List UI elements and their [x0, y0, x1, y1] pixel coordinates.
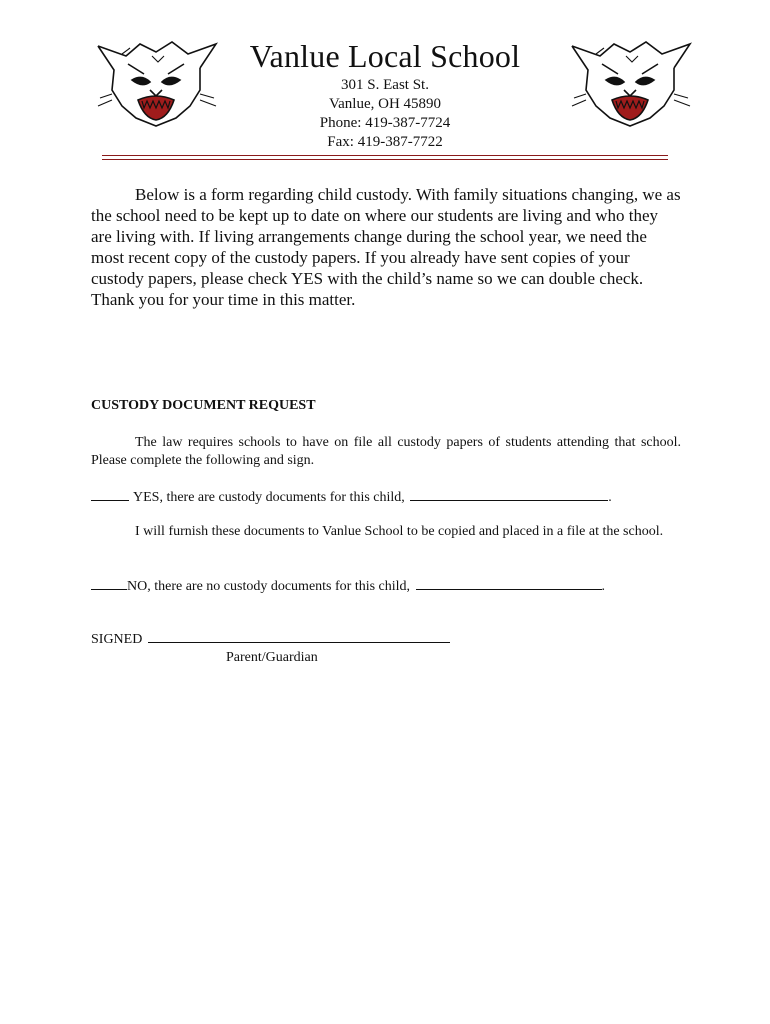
- fax-number: Fax: 419-387-7722: [327, 134, 443, 150]
- form-heading: CUSTODY DOCUMENT REQUEST: [91, 398, 316, 413]
- law-paragraph: The law requires schools to have on file all custody papers of students attending that school. Please complete the following and sign.: [91, 435, 681, 468]
- yes-option-line: [91, 488, 612, 507]
- letterhead: [185, 36, 585, 152]
- signature-caption: Parent/Guardian: [226, 650, 318, 665]
- signed-label: SIGNED: [91, 632, 143, 647]
- no-option-line: [91, 577, 605, 596]
- no-checkbox-blank[interactable]: [91, 577, 127, 590]
- city-state-zip: Vanlue, OH 45890: [328, 96, 442, 112]
- school-name: Vanlue Local School: [249, 38, 521, 74]
- intro-paragraph: Below is a form regarding child custody. With family situations changing, we as the school need to be kept up to date on where our students are living and who they are living with. If living arrangements change during the school year, we need the most recent copy of the custody papers. If you already have sent copies of your custody papers, please check YES with the child’s name so we can double check. Thank you for your time in this matter.: [91, 185, 681, 309]
- header-rule-top: [102, 155, 668, 156]
- furnish-paragraph: I will furnish these documents to Vanlue School to be copied and placed in a file at the school.: [135, 524, 664, 539]
- no-period: .: [601, 579, 606, 594]
- yes-checkbox-blank[interactable]: [91, 488, 129, 501]
- signature-line: [91, 630, 450, 649]
- yes-child-name-field[interactable]: [410, 488, 608, 501]
- phone-number: Phone: 419-387-7724: [319, 115, 451, 131]
- yes-period: .: [608, 490, 612, 505]
- signature-field[interactable]: [148, 630, 450, 643]
- no-option-text: NO, there are no custody documents for this child,: [127, 579, 411, 594]
- yes-option-text: YES, there are custody documents for this child,: [133, 490, 405, 505]
- street-address: 301 S. East St.: [341, 77, 429, 93]
- wildcat-mascot-icon: [566, 34, 696, 134]
- header-rule-bottom: [102, 159, 668, 160]
- no-child-name-field[interactable]: [416, 577, 602, 590]
